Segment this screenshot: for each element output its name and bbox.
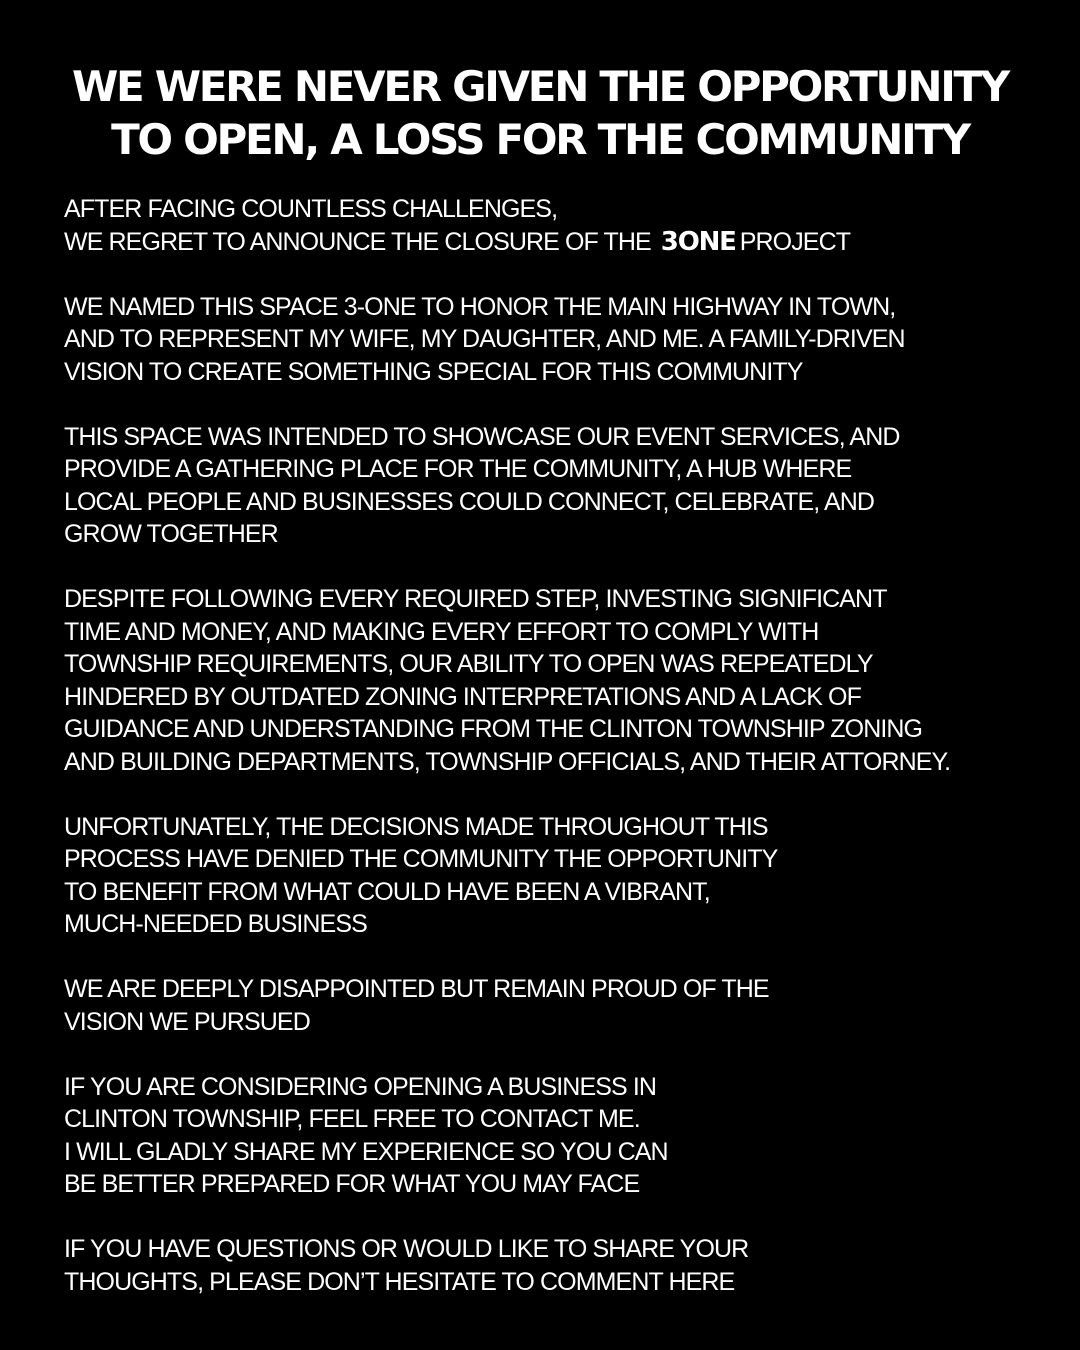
paragraph-line: MUCH-NEEDED BUSINESS — [64, 910, 367, 938]
paragraph-obstacles — [64, 583, 1064, 778]
intro-line-2 — [64, 226, 1064, 259]
paragraph-line: BE BETTER PREPARED FOR WHAT YOU MAY FACE — [64, 1170, 640, 1198]
paragraph-contact — [64, 1071, 1064, 1201]
paragraph-line: PROCESS HAVE DENIED THE COMMUNITY THE OPPORTUNITY — [64, 845, 778, 873]
paragraph-line: IF YOU HAVE QUESTIONS OR WOULD LIKE TO SHARE YOUR — [64, 1235, 749, 1263]
paragraph-line: DESPITE FOLLOWING EVERY REQUIRED STEP, INVESTING SIGNIFICANT — [64, 585, 887, 613]
paragraph-intro — [64, 193, 1064, 258]
brand-name: 3ONE — [660, 226, 736, 257]
paragraph-line: UNFORTUNATELY, THE DECISIONS MADE THROUGHOUT THIS — [64, 812, 768, 841]
paragraph-line: I WILL GLADLY SHARE MY EXPERIENCE SO YOU CAN — [64, 1137, 668, 1166]
paragraph-line: HINDERED BY OUTDATED ZONING INTERPRETATIONS AND A LACK OF — [64, 682, 861, 711]
paragraph-line: TIME AND MONEY, AND MAKING EVERY EFFORT TO COMPLY WITH — [64, 617, 819, 646]
intro-line-2-text: WE REGRET TO ANNOUNCE THE CLOSURE OF THE — [64, 227, 651, 256]
paragraph-line: AND BUILDING DEPARTMENTS, TOWNSHIP OFFICIALS, AND THEIR ATTORNEY. — [64, 747, 951, 776]
paragraph-line: LOCAL PEOPLE AND BUSINESSES COULD CONNECT, CELEBRATE, AND — [64, 487, 875, 516]
headline-line-1: WE WERE NEVER GIVEN THE OPPORTUNITY — [71, 62, 1008, 111]
paragraph-line: PROVIDE A GATHERING PLACE FOR THE COMMUNITY, A HUB WHERE — [64, 455, 852, 483]
paragraph-disappointment — [64, 973, 1064, 1038]
intro-line-1: AFTER FACING COUNTLESS CHALLENGES, — [64, 195, 558, 223]
paragraph-line: AND TO REPRESENT MY WIFE, MY DAUGHTER, AND ME. A FAMILY-DRIVEN — [64, 325, 905, 353]
paragraph-comments — [64, 1233, 1064, 1298]
headline — [0, 60, 1080, 166]
paragraph-line: VISION TO CREATE SOMETHING SPECIAL FOR THIS COMMUNITY — [64, 357, 803, 386]
paragraph-line: GROW TOGETHER — [64, 520, 278, 548]
paragraph-line: TOWNSHIP REQUIREMENTS, OUR ABILITY TO OPEN WAS REPEATEDLY — [64, 650, 873, 678]
announcement-body — [64, 193, 1064, 1331]
paragraph-consequences — [64, 811, 1064, 941]
paragraph-line: THOUGHTS, PLEASE DON’T HESITATE TO COMMENT HERE — [64, 1267, 735, 1296]
paragraph-name-origin — [64, 291, 1064, 389]
paragraph-line: THIS SPACE WAS INTENDED TO SHOWCASE OUR EVENT SERVICES, AND — [64, 422, 900, 451]
paragraph-line: IF YOU ARE CONSIDERING OPENING A BUSINESS IN — [64, 1072, 657, 1101]
paragraph-line: GUIDANCE AND UNDERSTANDING FROM THE CLINTON TOWNSHIP ZONING — [64, 715, 923, 743]
headline-line-2: TO OPEN, A LOSS FOR THE COMMUNITY — [111, 115, 969, 164]
paragraph-line: CLINTON TOWNSHIP, FEEL FREE TO CONTACT ME. — [64, 1105, 640, 1133]
paragraph-purpose — [64, 421, 1064, 551]
paragraph-line: WE ARE DEEPLY DISAPPOINTED BUT REMAIN PROUD OF THE — [64, 975, 769, 1003]
intro-line-2-end: PROJECT — [739, 227, 851, 256]
paragraph-line: VISION WE PURSUED — [64, 1007, 310, 1036]
paragraph-line: TO BENEFIT FROM WHAT COULD HAVE BEEN A VIBRANT, — [64, 877, 710, 906]
paragraph-line: WE NAMED THIS SPACE 3-ONE TO HONOR THE MAIN HIGHWAY IN TOWN, — [64, 292, 896, 321]
